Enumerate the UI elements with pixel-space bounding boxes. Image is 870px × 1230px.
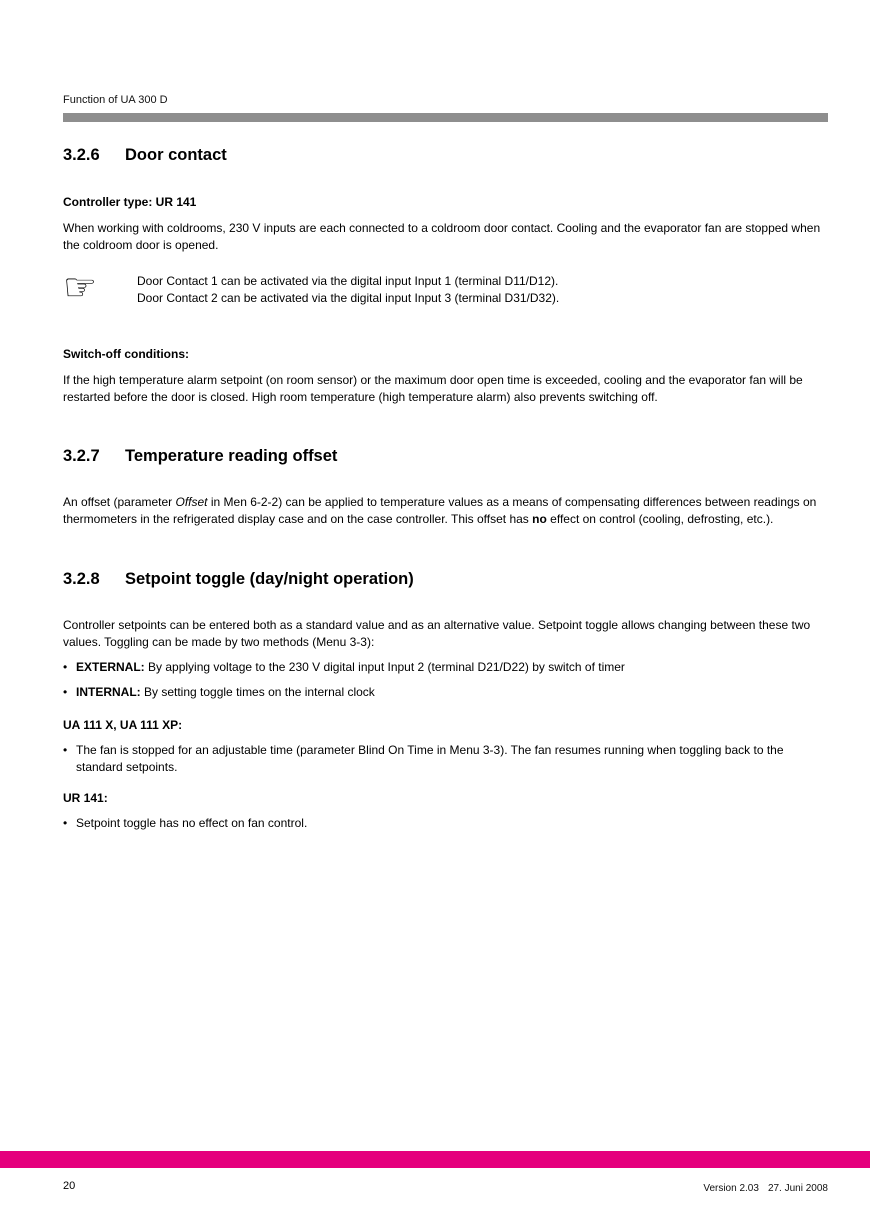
bullet-ua111-text: The fan is stopped for an adjustable time (parameter Blind On Time in Menu 3-3). The fan resumes running when toggling back to the standard setpoints. — [76, 743, 784, 774]
setpoint-toggle-intro: Controller setpoints can be entered both as a standard value and as an alternative value. Setpoint toggle allows changing between these two values. Toggling can be made by two methods (Menu 3-3): — [63, 618, 811, 649]
bullet-internal-text — [76, 684, 375, 701]
bullet-external-body: By applying voltage to the 230 V digital input Input 2 (terminal D21/D22) by switch of timer — [144, 660, 625, 674]
note-block — [63, 267, 828, 309]
bullet-icon: • — [63, 816, 68, 830]
bullet-icon: • — [63, 684, 68, 699]
version-date: 27. Juni 2008 — [767, 1183, 828, 1194]
note-text — [137, 273, 559, 307]
section-heading-3-2-7 — [63, 447, 828, 466]
version-text: Version 2.03 — [703, 1183, 759, 1194]
offset-paragraph — [63, 494, 828, 527]
door-contact-intro: When working with coldrooms, 230 V inputs are each connected to a coldroom door contact. Cooling and the evaporator fan are stopped when the coldroom door is opened. — [63, 221, 821, 252]
ua111-label: UA 111 X, UA 111 XP: — [63, 718, 183, 732]
section-number: 3.2.6 — [63, 146, 100, 164]
bullet-internal — [63, 684, 828, 701]
section-title: Setpoint toggle (day/night operation) — [125, 570, 414, 588]
note-line-2: Door Contact 2 can be activated via the digital input Input 3 (terminal D31/D32). — [137, 291, 560, 305]
section-title: Temperature reading offset — [125, 447, 338, 465]
offset-text-2: in Men 6-2-2) can be applied to temperature values as a means of compensating differences between readings on thermometers in the refrigerated display case and on the case controller. This offset has — [63, 495, 817, 526]
pointing-hand-icon: ☞ — [63, 267, 98, 309]
switch-off-label: Switch-off conditions: — [63, 347, 189, 361]
section-number: 3.2.7 — [63, 447, 100, 465]
page-number: 20 — [63, 1180, 76, 1192]
controller-type-label: Controller type: UR 141 — [63, 195, 197, 209]
offset-parameter-name: Offset — [175, 495, 208, 509]
bullet-ur141-text: Setpoint toggle has no effect on fan control. — [76, 816, 308, 830]
bullet-ua111 — [63, 742, 828, 775]
bullet-external — [63, 659, 828, 676]
section-heading-3-2-8 — [63, 570, 828, 589]
running-header: Function of UA 300 D — [63, 94, 168, 106]
footer-accent-bar — [0, 1151, 870, 1168]
footer-version — [703, 1183, 828, 1194]
bullet-icon: • — [63, 743, 68, 757]
bullet-external-text — [76, 659, 625, 676]
bullet-internal-body: By setting toggle times on the internal clock — [140, 684, 375, 699]
bullet-icon: • — [63, 660, 68, 674]
offset-text-1: An offset (parameter — [63, 495, 176, 509]
section-heading-3-2-6 — [63, 146, 828, 165]
bullet-internal-label: INTERNAL: — [76, 684, 141, 699]
offset-text-3: effect on control (cooling, defrosting, etc.). — [546, 511, 774, 526]
switch-off-text: If the high temperature alarm setpoint (on room sensor) or the maximum door open time is exceeded, cooling and the evaporator fan will be restarted before the door is closed. High room temperature (high temperature alarm) also prevents switching off. — [63, 373, 803, 404]
section-title: Door contact — [125, 146, 227, 164]
page-content — [63, 0, 828, 832]
section-number: 3.2.8 — [63, 570, 100, 588]
header-rule — [63, 113, 828, 122]
bullet-external-label: EXTERNAL: — [76, 660, 145, 674]
ur141-label: UR 141: — [63, 791, 108, 805]
bullet-ur141 — [63, 815, 828, 832]
offset-emphasis: no — [532, 511, 547, 526]
note-line-1: Door Contact 1 can be activated via the digital input Input 1 (terminal D11/D12). — [137, 274, 559, 288]
